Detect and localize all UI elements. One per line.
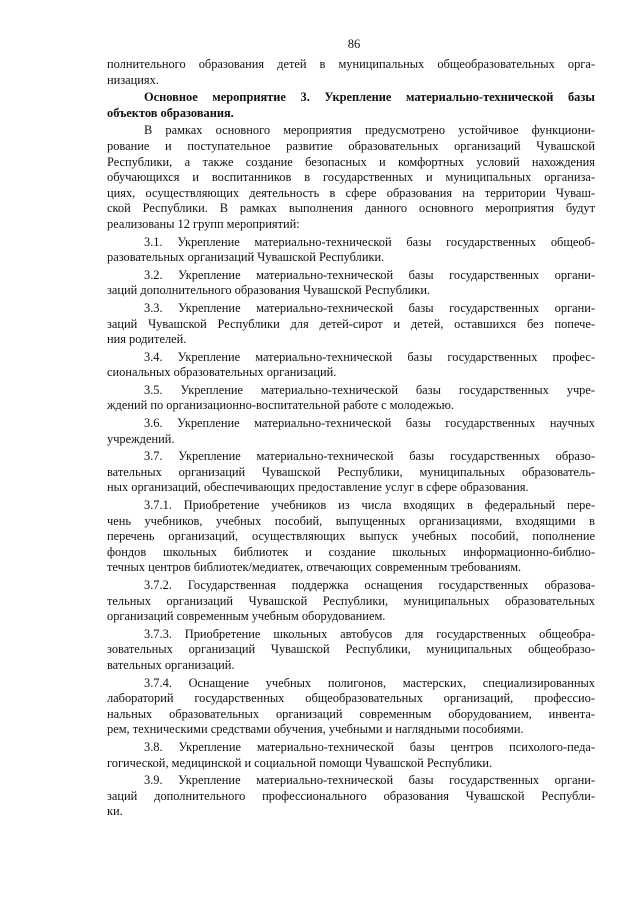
section-heading — [107, 90, 595, 121]
paragraph — [107, 578, 595, 625]
paragraph — [107, 235, 595, 266]
text-line: объектов образования. — [107, 105, 234, 120]
text-line: В рамках основного мероприятия предусмотрено устойчивое функциони- — [144, 123, 595, 138]
paragraph — [107, 416, 595, 447]
text-line: рем, техническими средствами обучения, учебными и наглядными пособиями. — [107, 722, 524, 737]
text-line: 3.2. Укрепление материально-технической базы государственных органи- — [144, 267, 595, 282]
text-line: 3.9. Укрепление материально-технической базы государственных органи- — [144, 773, 595, 788]
paragraph — [107, 301, 595, 348]
text-line: лабораторий государственных общеобразовательных организаций, профессио- — [107, 691, 595, 706]
text-line: 3.5. Укрепление материально-технической базы государственных учре- — [144, 382, 595, 397]
text-line: 3.1. Укрепление материально-технической базы государственных общеоб- — [144, 234, 595, 249]
paragraph — [107, 268, 595, 299]
text-line: организаций современным учебным оборудованием. — [107, 609, 386, 624]
paragraph — [107, 57, 595, 88]
text-line: сиональных образовательных организаций. — [107, 365, 337, 380]
text-line: заций дополнительного профессионального образования Чувашской Республи- — [107, 788, 595, 803]
text-line: тельных организаций Чувашской Республики, муниципальных образовательных — [107, 593, 595, 608]
text-line: вательных организаций. — [107, 657, 235, 672]
text-line: вательных организаций Чувашской Республики, муниципальных образователь- — [107, 464, 595, 479]
text-line: зовательных организаций Чувашской Республики, муниципальных общеобразо- — [107, 642, 595, 657]
paragraph — [107, 676, 595, 738]
paragraph — [107, 449, 595, 496]
text-line: ки. — [107, 804, 123, 819]
text-line: 3.8. Укрепление материально-технической базы центров психолого-педа- — [144, 739, 595, 754]
text-line: 3.6. Укрепление материально-технической базы государственных научных — [144, 416, 595, 431]
text-line: полнительного образования детей в муниципальных общеобразовательных орга- — [107, 57, 595, 71]
text-line: 3.4. Укрепление материально-технической базы государственных профес- — [144, 349, 595, 364]
paragraph — [107, 740, 595, 771]
text-line: фондов школьных библиотек и создание школьных информационно-библио- — [107, 544, 595, 559]
text-line: ской Республики. В рамках выполнения данного основного мероприятия будут — [107, 201, 595, 216]
text-line: низациях. — [107, 72, 159, 87]
text-line: 3.7.1. Приобретение учебников из числа входящих в федеральный пере- — [144, 498, 595, 513]
text-line: разовательных организаций Чувашской Республики. — [107, 250, 385, 265]
text-line: перечень организаций, осуществляющих выпуск учебных пособий, пополнение — [107, 529, 595, 544]
text-line: Основное мероприятие 3. Укрепление материально-технической базы — [144, 90, 595, 105]
paragraph — [107, 350, 595, 381]
text-line: заций дополнительного образования Чувашской Республики. — [107, 283, 431, 298]
text-line: ния родителей. — [107, 332, 187, 347]
text-line: ных организаций, обеспечивающих предоставление услуг в сфере образования. — [107, 480, 529, 495]
text-line: заций Чувашской Республики для детей-сирот и детей, оставшихся без попече- — [107, 316, 595, 331]
paragraph — [107, 498, 595, 576]
paragraph — [107, 773, 595, 820]
text-line: 3.7. Укрепление материально-технической базы государственных образо- — [144, 449, 595, 464]
text-line: Республики, а также создание безопасных и комфортных условий нахождения — [107, 154, 595, 169]
text-line: циях, осуществляющих деятельность в сфере образования на территории Чуваш- — [107, 185, 595, 200]
text-line: нальных образовательных организаций современным оборудованием, инвента- — [107, 706, 595, 721]
body-text — [107, 57, 595, 820]
text-line: ждений по организационно-воспитательной работе с молодежью. — [107, 398, 454, 413]
document-page — [107, 36, 595, 820]
text-line: гогической, медицинской и социальной помощи Чувашской Республики. — [107, 755, 493, 770]
text-line: обучающихся и воспитанников в государственных и муниципальных организа- — [107, 170, 595, 185]
paragraph — [107, 627, 595, 674]
page-number: 86 — [347, 37, 361, 51]
text-line: рование и поступательное развитие образовательных организаций Чувашской — [107, 138, 595, 153]
text-line: 3.7.4. Оснащение учебных полигонов, мастерских, специализированных — [144, 675, 595, 690]
text-line: 3.3. Укрепление материально-технической базы государственных органи- — [144, 300, 595, 315]
text-line: чень учебников, учебных пособий, выпущенных организациями, входящими в — [107, 513, 595, 528]
text-line: течных центров библиотек/медиатек, отвечающих современным требованиям. — [107, 560, 522, 575]
text-line: 3.7.3. Приобретение школьных автобусов для государственных общеобра- — [144, 626, 595, 641]
paragraph — [107, 383, 595, 414]
paragraph — [107, 123, 595, 232]
text-line: 3.7.2. Государственная поддержка оснащения государственных образова- — [144, 578, 595, 592]
text-line: реализованы 12 групп мероприятий: — [107, 216, 300, 231]
text-line: учреждений. — [107, 431, 175, 446]
